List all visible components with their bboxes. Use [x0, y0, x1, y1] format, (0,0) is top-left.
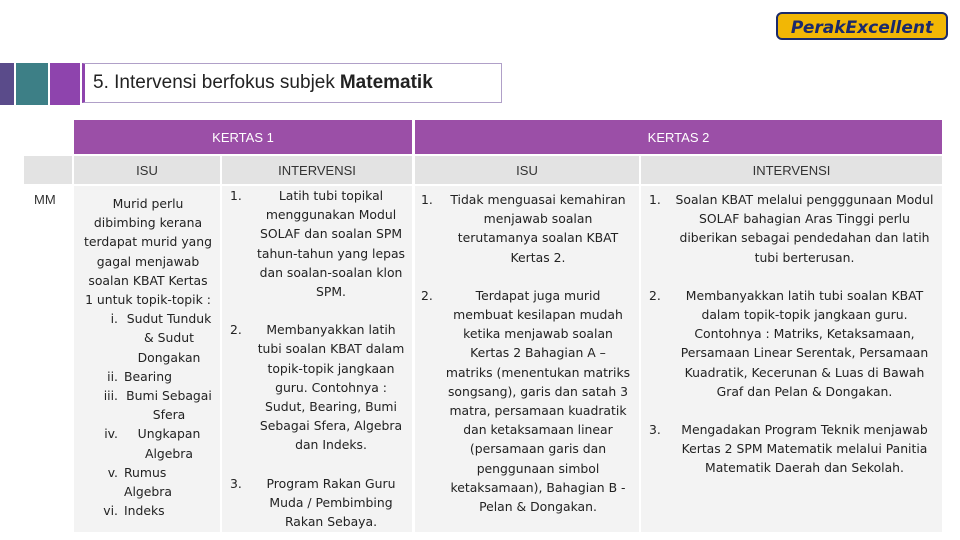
- intervention-table: [24, 120, 944, 532]
- list-item: 2. Terdapat juga murid membuat kesilapan mudah ketika menjawab soalan Kertas 2 Bahagian A – matriks (menentukan matriks songsang), garis dan satah 3 matra, persamaan kuadratik dan ketaksamaan linear (persamaan garis dan penggunaan simbol ketaksamaan), Bahagian B - Pelan & Dongakan.: [421, 287, 631, 515]
- list-item: ii. Bearing: [107, 368, 172, 384]
- list-item: 1. Soalan KBAT melalui pengggunaan Modul SOLAF bahagian Aras Tinggi perlu diberikan sebagai pendedahan dan latih tubi berterusan.: [649, 192, 934, 265]
- subheader-k1-isu: ISU: [74, 156, 220, 184]
- slide-title-prefix: 5. Intervensi berfokus subjek: [93, 72, 335, 93]
- cell-k1-intervensi: [222, 186, 412, 532]
- list-item: iv. Ungkapan Algebra: [104, 426, 201, 461]
- perak-excellent-logo-graphic: [776, 10, 948, 42]
- list-item: vi. Indeks: [103, 503, 165, 519]
- k2-intervensi-list: [649, 190, 936, 478]
- k1-isu-intro: Murid perlu dibimbing kerana terdapat murid yang gagal menjawab soalan KBAT Kertas 1 untuk topik-topik :: [84, 196, 212, 308]
- list-item: 3. Program Rakan Guru Muda / Pembimbing Rakan Sebaya.: [230, 475, 396, 530]
- list-item: 1. Latih tubi topikal menggunakan Modul SOLAF dan soalan SPM tahun-tahun yang lepas dan soalan-soalan klon SPM.: [230, 188, 405, 300]
- subheader-k2-intervensi: INTERVENSI: [641, 156, 942, 184]
- header-kertas-1: KERTAS 1: [74, 120, 412, 154]
- cell-k1-isu: [74, 186, 220, 532]
- subheader-blank: [24, 156, 72, 184]
- list-item: 1. Tidak menguasai kemahiran menjawab soalan terutamanya soalan KBAT Kertas 2.: [421, 192, 626, 265]
- k1-intervensi-list: [230, 186, 408, 531]
- list-item: v. Rumus Algebra: [107, 464, 172, 500]
- subheader-k1-intervensi: INTERVENSI: [222, 156, 412, 184]
- accent-bar-2: [16, 63, 48, 105]
- k2-isu-list: [421, 190, 631, 516]
- perak-excellent-logo: [776, 10, 948, 42]
- list-item: 2. Membanyakkan latih tubi soalan KBAT dalam topik-topik jangkaan guru. Contohnya : Matriks, Ketaksamaan, Persamaan Linear Serentak, Persamaan Kuadratik, Kecerunan & Luas di Bawah Graf dan Pelan & Dongakan.: [649, 287, 929, 399]
- list-item: 3. Mengadakan Program Teknik menjawab Kertas 2 SPM Matematik melalui Panitia Matematik Daerah dan Sekolah.: [649, 422, 928, 476]
- list-item: iii. Bumi Sebagai Sfera: [103, 388, 212, 423]
- cell-k2-isu: [415, 186, 639, 532]
- list-item: i. Sudut Tunduk & Sudut Dongakan: [110, 311, 212, 365]
- cell-k2-intervensi: [641, 186, 942, 532]
- header-kertas-2: KERTAS 2: [415, 120, 942, 154]
- row-label-mm: MM: [34, 192, 56, 207]
- accent-bar-3: [50, 63, 80, 105]
- list-item: 2. Membanyakkan latih tubi soalan KBAT dalam topik-topik jangkaan guru. Contohnya : Sudut, Bearing, Bumi Sebagai Sfera, Algebra dan Indeks.: [230, 322, 405, 453]
- k1-isu-topic-list: [90, 309, 214, 520]
- svg-text:PerakExcellent: PerakExcellent: [790, 18, 934, 38]
- slide-title: [82, 63, 502, 103]
- slide-title-subject: Matematik: [339, 72, 433, 93]
- accent-bar-1: [0, 63, 14, 105]
- subheader-k2-isu: ISU: [415, 156, 639, 184]
